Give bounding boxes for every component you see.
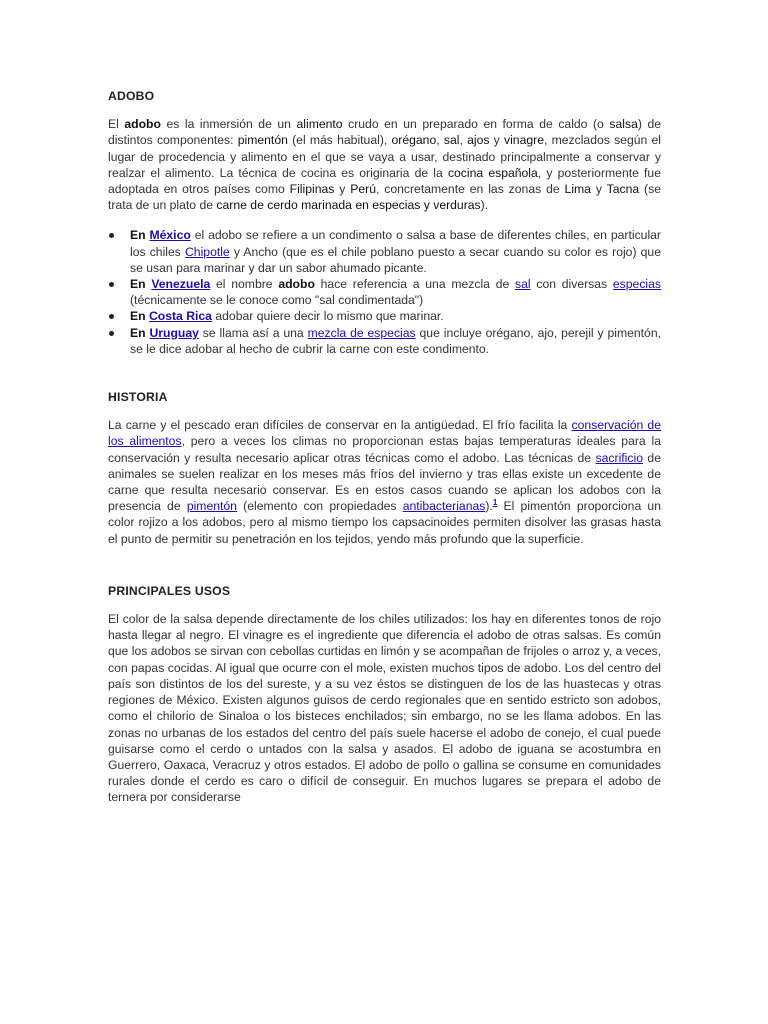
list-item-uruguay — [108, 325, 661, 357]
intro-text: es la inmersión de un — [160, 117, 297, 132]
link-pimenton[interactable]: pimentón — [186, 499, 237, 514]
intro-text: y — [489, 133, 504, 148]
term-especias-verduras[interactable]: marinada en especias y verduras — [297, 198, 481, 213]
link-sal[interactable]: sal — [515, 277, 531, 292]
term-carne-de-cerdo[interactable]: carne de cerdo — [216, 198, 298, 213]
term-tacna[interactable]: Tacna — [606, 182, 640, 197]
adobo-definition-paragraph — [108, 116, 661, 213]
intro-text: (el más habitual), — [287, 133, 392, 148]
term-oregano[interactable]: orégano — [391, 133, 437, 148]
historia-text: (elemento con propiedades — [236, 499, 403, 514]
region-prefix: En — [130, 228, 150, 243]
intro-text: , concretamente en las zonas de — [375, 182, 565, 197]
list-item-venezuela — [108, 276, 661, 308]
term-adobo-bold: adobo — [278, 277, 315, 292]
historia-text: de animales se suelen realizar en los meses más fríos del invierno y tras ellas existe un excedente de carne que resulta necesario conservar. Es en estos casos cuando se aplican los adobos con la presencia de — [108, 450, 661, 514]
intro-text: , — [459, 133, 468, 148]
region-text: hace referencia a una mezcla de — [314, 277, 516, 292]
term-alimento[interactable]: alimento — [296, 117, 343, 132]
link-especias[interactable]: especias — [612, 277, 661, 292]
historia-paragraph — [108, 417, 661, 547]
term-peru[interactable]: Perú — [350, 182, 376, 197]
regions-list — [108, 227, 661, 357]
term-lima[interactable]: Lima — [564, 182, 591, 197]
intro-text: , mezclados según el lugar de procedencia y alimento en el que se vaya a usar, destinado principalmente a conservar y realzar el alimento. La técnica de cocina es originaria de la — [108, 133, 662, 180]
link-costa-rica[interactable]: Costa Rica — [148, 309, 212, 324]
term-ajos[interactable]: ajos — [467, 133, 490, 148]
historia-text: El pimentón proporciona un color rojizo a los adobos, pero al mismo tiempo los capsacinoides permiten disolver las grasas hasta el punto de permitir su penetración en los tejidos, yendo más profundo que la superficie. — [108, 499, 661, 546]
region-text: el nombre — [210, 277, 279, 292]
intro-text: y — [590, 182, 607, 197]
intro-text: El — [108, 117, 125, 132]
historia-text: , pero a veces los climas no proporcionan estas bajas temperaturas ideales para la conservación y resulta necesario aplicar otras técnicas como el adobo. Las técnicas de — [108, 434, 661, 465]
document-page — [108, 88, 661, 806]
region-prefix: En — [130, 325, 150, 340]
intro-text: y — [334, 182, 351, 197]
heading-historia: HISTORIA — [108, 390, 168, 405]
usos-paragraph: El color de la salsa depende directamente de los chiles utilizados: los hay en diferentes tonos de rojo hasta llegar al negro. El vinagre es el ingrediente que diferencia el adobo de otras salsas. Es común que los adobos se sirvan con cebollas curtidas en limón y se acompañan de frijoles o arroz y, a veces, con papas cocidas. Al igual que ocurre con el mole, existen muchos tipos de adobo. Los del centro del país son distintos de los del sureste, y a su vez éstos se distinguen de los de las huastecas y otras regiones de México. Existen algunos guisos de cerdo regionales que en sentido estricto son adobos, como el chilorio de Sinaloa o los bisteces enchilados; sin embargo, no se les llama adobos. En las zonas no urbanas de los estados del centro del país suele hacerse el adobo de conejo, el cual puede guisarse como el cerdo o untados con la salsa y asados. El adobo de iguana se acostumbra en Guerrero, Oaxaca, Veracruz y otros estados. El adobo de pollo o gallina se consume en comunidades rurales donde el cerdo es caro o difícil de conseguir. En muchos lugares se prepara el adobo de ternera por considerarse — [108, 612, 661, 805]
region-prefix: En — [130, 309, 149, 324]
term-salsa[interactable]: salsa — [609, 117, 638, 132]
intro-text: ) de distintos componentes: — [108, 117, 661, 148]
term-filipinas[interactable]: Filipinas — [289, 182, 335, 197]
intro-text: , — [436, 133, 444, 148]
reference-link[interactable]: 1 — [492, 498, 498, 508]
region-prefix: En — [130, 277, 152, 292]
term-sal[interactable]: sal — [443, 133, 460, 148]
region-text: con diversas — [530, 277, 613, 292]
link-uruguay[interactable]: Uruguay — [149, 325, 199, 340]
historia-text: ). — [485, 499, 493, 514]
historia-text: La carne y el pescado eran difíciles de conservar en la antigüedad. El frío facilita la — [108, 418, 572, 433]
link-conservacion-alimentos[interactable]: conservación de los alimentos — [108, 418, 661, 449]
heading-adobo: ADOBO — [108, 89, 155, 103]
region-text: y Ancho (que es el chile poblano puesto a secar cuando su color es rojo) que se usan para marinar y dar un sabor ahumado picante. — [130, 244, 661, 275]
intro-text: ). — [480, 198, 489, 213]
link-antibacterianas[interactable]: antibacterianas — [402, 499, 486, 514]
link-mexico[interactable]: México — [149, 228, 191, 243]
term-cocina-espanola[interactable]: cocina española — [447, 165, 538, 180]
region-text: adobar quiere decir lo mismo que marinar. — [211, 309, 444, 324]
region-text: que incluye orégano, ajo, perejil y pimentón, se le dice adobar al hecho de cubrir la carne con este condimento. — [130, 325, 662, 356]
intro-text: , y posteriormente fue adoptada en otros países como — [108, 165, 661, 197]
link-venezuela[interactable]: Venezuela — [151, 277, 211, 292]
region-text: (técnicamente se le conoce como "sal condimentada") — [130, 293, 424, 308]
term-adobo: adobo — [124, 117, 161, 132]
region-text: el adobo se refiere a un condimento o salsa a base de diferentes chiles, en particular los chiles — [130, 228, 661, 259]
intro-text: crudo en un preparado en forma de caldo (o — [342, 117, 610, 132]
heading-principales-usos: PRINCIPALES USOS — [108, 583, 231, 598]
link-mezcla-de-especias[interactable]: mezcla de especias — [307, 325, 416, 340]
intro-text: (se trata de un plato de — [108, 182, 661, 213]
term-pimenton[interactable]: pimentón — [237, 133, 288, 148]
link-sacrificio[interactable]: sacrificio — [595, 450, 643, 465]
term-vinagre[interactable]: vinagre — [504, 133, 544, 148]
link-chipotle[interactable]: Chipotle — [185, 244, 230, 259]
list-item-costa-rica — [108, 308, 661, 324]
list-item-mexico — [108, 227, 661, 276]
region-text: se llama así a una — [198, 325, 308, 340]
